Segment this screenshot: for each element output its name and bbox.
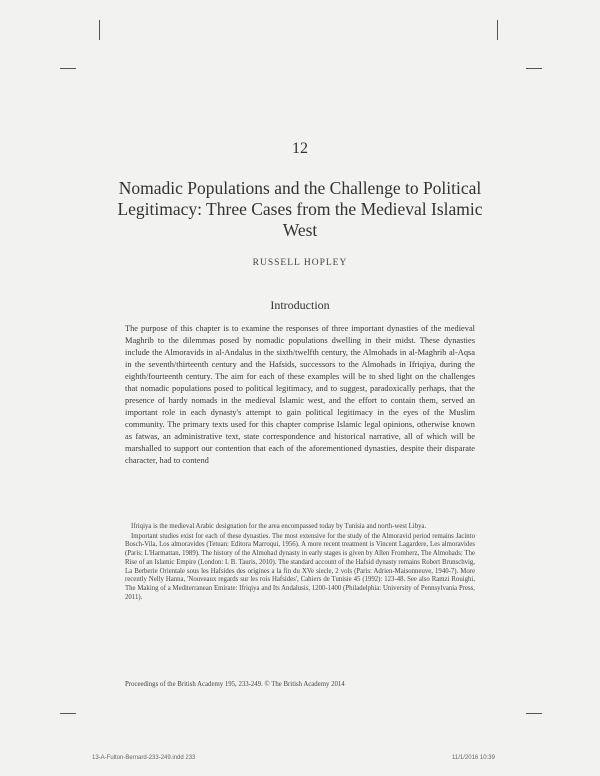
section-heading: Introduction [270,298,330,312]
footer-citation: Proceedings of the British Academy 195, 233-249. © The British Academy 2014 [125,681,345,688]
chapter-title: Nomadic Populations and the Challenge to Political Legitimacy: Three Cases from the Medieval Islamic West [117,178,483,240]
author-name: RUSSELL HOPLEY [252,258,348,268]
footnote-1: Ifriqiya is the medieval Arabic designation for the area encompassed today by Tunisia and north-west Libya. [131,523,427,530]
slug-left: 13-A-Fulton-Bernard-233-249.indd 233 [92,755,196,761]
slug-right: 11/1/2016 10:39 [452,755,495,761]
crop-mark-top-right-h [526,68,542,69]
chapter-number: 12 [292,140,308,157]
footnotes [125,523,475,603]
footnote-2: Important studies exist for each of these dynasties. The most extensive for the study of the Almoravid period remains Jacinto Bosch-Vila, Los almoravides (Tetuan: Editora Marroqui, 1956). A more recent treatment is Vincent Lagardere, Les almoravides (Paris: L'Harmattan, 1989). The history of the Almohad dynasty in early stages is given by Allen Fromherz, The Almohads: The Rise of an Islamic Empire (London: I. B. Tauris, 2010). The standard account of the Hafsid dynasty remains Robert Brunschvig, La Berberie Orientale sous les Hafsides des origines a la fin du XVe siecle, 2 vols (Paris: Adrien-Maisonneuve, 1940-7). More recently Nelly Hanna, 'Nouveaux regards sur les rois Hafsides', Cahiers de Tunisie 45 (1992): 123-48. See also Ramzi Rouighi, The Making of a Mediterranean Emirate: Ifriqiya and Its Andalusis, 1200-1400 (Philadelphia: University of Pennsylvania Press, 2011). [125,532,475,601]
crop-mark-top-left-h [60,68,76,69]
crop-mark-bottom-right-h [526,713,542,714]
crop-mark-top-left-v [99,20,100,40]
crop-mark-top-right-v [497,20,498,40]
crop-mark-bottom-left-h [60,713,76,714]
body-paragraph: The purpose of this chapter is to examine the responses of three important dynasties of the medieval Maghrib to the dilemmas posed by nomadic populations dwelling in their midst. These dynasties include the Almoravids in al-Andalus in the sixth/twelfth century, the Almohads in al-Maghrib al-Aqsa in the seventh/thirteenth century and the Hafsids, successors to the Almohads in Ifriqiya, during the eighth/fourteenth century. The aim for each of these examples will be to shed light on the challenges that nomadic populations posed to political legitimacy, and to suggest, paradoxically perhaps, that the presence of hardy nomads in the medieval Islamic west, and the effort to contain them, served an important role in each dynasty's attempt to gain political legitimacy in the eyes of the Muslim community. The primary texts used for this chapter comprise Islamic legal opinions, otherwise known as fatwas, an administrative text, state correspondence and historical narrative, all of which will be marshalled to support our contention that each of the aforementioned dynasties, despite their disparate character, had to contend [125,324,475,465]
